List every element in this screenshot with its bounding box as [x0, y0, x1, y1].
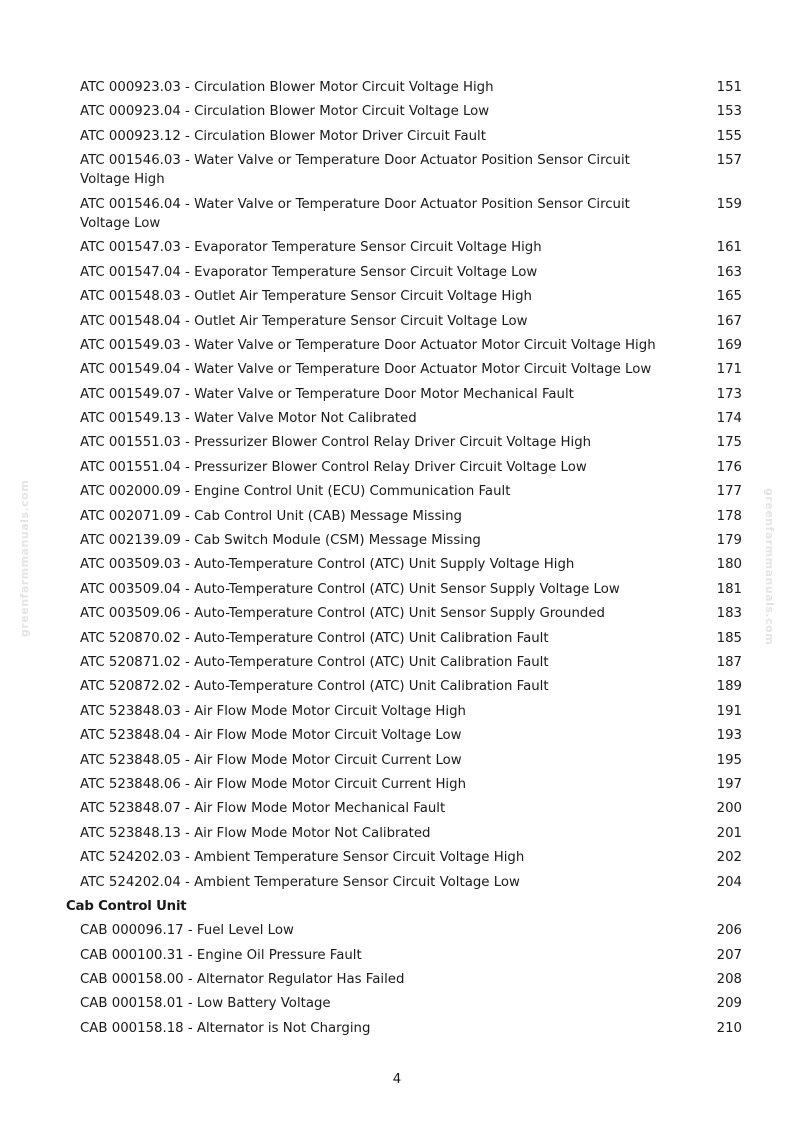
toc-entry-title: ATC 523848.04 - Air Flow Mode Motor Circuit Voltage Low — [80, 728, 462, 744]
toc-entry[interactable] — [66, 873, 742, 892]
toc-entry-title: ATC 001549.13 - Water Valve Motor Not Calibrated — [80, 411, 417, 427]
toc-entry[interactable] — [66, 360, 742, 379]
toc-entry[interactable] — [66, 604, 742, 623]
toc-entry-title: ATC 520870.02 - Auto-Temperature Control (ATC) Unit Calibration Fault — [80, 630, 549, 646]
toc-entry[interactable] — [66, 946, 742, 965]
toc-entry-title: ATC 001549.04 - Water Valve or Temperature Door Actuator Motor Circuit Voltage Low — [80, 362, 652, 378]
table-of-contents — [66, 78, 742, 1043]
toc-entry-title: ATC 001547.03 - Evaporator Temperature Sensor Circuit Voltage High — [80, 240, 542, 256]
toc-entry[interactable] — [66, 726, 742, 745]
toc-entry[interactable] — [66, 385, 742, 404]
toc-entry-page: 180 — [716, 557, 742, 573]
toc-entry-page: 202 — [716, 850, 742, 866]
toc-entry[interactable] — [66, 433, 742, 452]
toc-entry-title: ATC 001548.03 - Outlet Air Temperature Sensor Circuit Voltage High — [80, 289, 532, 305]
toc-entry[interactable] — [66, 336, 742, 355]
toc-entry-title: ATC 523848.05 - Air Flow Mode Motor Circuit Current Low — [80, 752, 462, 768]
toc-entry-title: CAB 000158.18 - Alternator is Not Charging — [80, 1020, 371, 1036]
toc-entry-title: ATC 520871.02 - Auto-Temperature Control (ATC) Unit Calibration Fault — [80, 655, 549, 670]
toc-entry-page: 179 — [716, 533, 742, 549]
toc-entry-page: 208 — [716, 972, 742, 988]
toc-entry[interactable] — [66, 653, 742, 672]
toc-entry-title: ATC 520872.02 - Auto-Temperature Control (ATC) Unit Calibration Fault — [80, 679, 549, 695]
toc-entry[interactable] — [66, 458, 742, 477]
toc-entry-page: 183 — [716, 606, 742, 622]
toc-entry-page: 176 — [716, 459, 742, 475]
toc-entry-page: 177 — [716, 484, 742, 500]
toc-entry[interactable] — [66, 238, 742, 257]
toc-entry-title: ATC 000923.03 - Circulation Blower Motor Circuit Voltage High — [80, 80, 494, 95]
toc-entry-title: ATC 003509.03 - Auto-Temperature Control (ATC) Unit Supply Voltage High — [80, 557, 575, 573]
toc-entry[interactable] — [66, 409, 742, 428]
toc-entry-title: ATC 523848.13 - Air Flow Mode Motor Not Calibrated — [80, 825, 431, 841]
toc-entry-page: 157 — [716, 153, 742, 169]
toc-entry-page: 175 — [716, 435, 742, 451]
toc-entry[interactable] — [66, 263, 742, 282]
toc-entry-page: 200 — [716, 801, 742, 817]
toc-entry-page: 161 — [716, 240, 742, 256]
toc-entry-page: 189 — [716, 679, 742, 695]
watermark-left: greenfarmmanuals.com — [18, 479, 31, 637]
toc-entry-title: ATC 523848.06 - Air Flow Mode Motor Circuit Current High — [80, 776, 466, 792]
toc-entry-title: ATC 002139.09 - Cab Switch Module (CSM) Message Missing — [80, 533, 481, 549]
toc-entry[interactable] — [66, 531, 742, 550]
toc-entry[interactable] — [66, 677, 742, 696]
toc-entry[interactable] — [66, 994, 742, 1013]
toc-entry-page: 153 — [716, 104, 742, 120]
toc-entry-title: ATC 000923.04 - Circulation Blower Motor Circuit Voltage Low — [80, 104, 490, 120]
toc-entry-title: ATC 001546.04 - Water Valve or Temperature Door Actuator Position Sensor Circuit Voltage Low — [80, 196, 630, 231]
toc-entry-title: ATC 001551.04 - Pressurizer Blower Control Relay Driver Circuit Voltage Low — [80, 459, 587, 475]
toc-entry-title: ATC 524202.03 - Ambient Temperature Sensor Circuit Voltage High — [80, 850, 525, 866]
toc-entry-page: 209 — [716, 996, 742, 1012]
toc-entry-page: 185 — [716, 630, 742, 646]
toc-entry-page: 169 — [716, 337, 742, 353]
toc-entry-page: 201 — [716, 825, 742, 841]
toc-entry-title: ATC 001546.03 - Water Valve or Temperature Door Actuator Position Sensor Circuit Voltage High — [80, 153, 630, 188]
toc-entry[interactable] — [66, 507, 742, 526]
toc-entry-title: ATC 002071.09 - Cab Control Unit (CAB) Message Missing — [80, 508, 462, 524]
toc-entry-page: 171 — [716, 362, 742, 378]
toc-entry-page: 167 — [716, 313, 742, 329]
toc-entry-title: ATC 524202.04 - Ambient Temperature Sensor Circuit Voltage Low — [80, 874, 520, 890]
toc-entry[interactable] — [66, 78, 742, 97]
toc-entry[interactable] — [66, 702, 742, 721]
toc-entry[interactable] — [66, 629, 742, 648]
toc-entry-title: ATC 001548.04 - Outlet Air Temperature Sensor Circuit Voltage Low — [80, 313, 528, 329]
toc-entry-page: 197 — [716, 776, 742, 792]
toc-entry-page: 195 — [716, 752, 742, 768]
toc-entry-page: 191 — [716, 703, 742, 719]
toc-entry[interactable] — [66, 580, 742, 599]
toc-entry[interactable] — [66, 751, 742, 770]
toc-entry[interactable] — [66, 775, 742, 794]
page-number: 4 — [392, 1072, 402, 1087]
toc-entry-title: ATC 003509.04 - Auto-Temperature Control (ATC) Unit Sensor Supply Voltage Low — [80, 581, 620, 597]
toc-entry-title: CAB 000158.00 - Alternator Regulator Has Failed — [80, 972, 405, 988]
toc-entry-page: 204 — [716, 874, 742, 890]
toc-entry[interactable] — [66, 195, 742, 233]
toc-entry-title: ATC 523848.03 - Air Flow Mode Motor Circuit Voltage High — [80, 703, 466, 719]
toc-entry-title: CAB 000096.17 - Fuel Level Low — [80, 923, 294, 939]
toc-entry[interactable] — [66, 151, 742, 189]
toc-entry[interactable] — [66, 799, 742, 818]
toc-entry-title: ATC 523848.07 - Air Flow Mode Motor Mechanical Fault — [80, 801, 446, 817]
toc-entry-page: 178 — [716, 508, 742, 524]
toc-entry[interactable] — [66, 312, 742, 331]
toc-entry-page: 173 — [716, 386, 742, 402]
toc-entry[interactable] — [66, 1019, 742, 1038]
toc-entry-page: 159 — [716, 196, 742, 212]
toc-entry-page: 207 — [716, 947, 742, 963]
toc-entry[interactable] — [66, 970, 742, 989]
watermark-right: greenfarmmanuals.com — [763, 488, 776, 646]
toc-entry-title: CAB 000158.01 - Low Battery Voltage — [80, 996, 331, 1012]
toc-entry-page: 210 — [716, 1020, 742, 1036]
toc-entry[interactable] — [66, 127, 742, 146]
toc-entry-title: ATC 001549.03 - Water Valve or Temperature Door Actuator Motor Circuit Voltage High — [80, 337, 656, 353]
toc-entry-page: 163 — [716, 264, 742, 280]
toc-entry-title: ATC 003509.06 - Auto-Temperature Control (ATC) Unit Sensor Supply Grounded — [80, 606, 605, 622]
toc-entry-page: 187 — [716, 655, 742, 670]
toc-entry-page: 181 — [716, 581, 742, 597]
toc-entry-title: ATC 001551.03 - Pressurizer Blower Control Relay Driver Circuit Voltage High — [80, 435, 592, 451]
toc-entry[interactable] — [66, 482, 742, 501]
toc-entry-title: ATC 000923.12 - Circulation Blower Motor Driver Circuit Fault — [80, 128, 486, 144]
toc-entry[interactable] — [66, 921, 742, 940]
toc-entry-title: ATC 001547.04 - Evaporator Temperature Sensor Circuit Voltage Low — [80, 264, 538, 280]
section-heading: Cab Control Unit — [66, 898, 187, 914]
toc-entries — [66, 78, 742, 892]
toc-entry-page: 174 — [716, 411, 742, 427]
toc-entry-title: ATC 001549.07 - Water Valve or Temperature Door Motor Mechanical Fault — [80, 386, 574, 402]
toc-entry[interactable] — [66, 102, 742, 121]
toc-entry[interactable] — [66, 824, 742, 843]
toc-entry-title: ATC 002000.09 - Engine Control Unit (ECU) Communication Fault — [80, 484, 511, 500]
toc-entry-page: 206 — [716, 923, 742, 939]
toc-section-entries — [66, 921, 742, 1038]
toc-entry-page: 193 — [716, 728, 742, 744]
toc-entry-page: 151 — [716, 80, 742, 95]
toc-entry[interactable] — [66, 287, 742, 306]
toc-entry-page: 165 — [716, 289, 742, 305]
toc-entry[interactable] — [66, 555, 742, 574]
toc-entry-title: CAB 000100.31 - Engine Oil Pressure Fault — [80, 947, 362, 963]
toc-entry-page: 155 — [716, 128, 742, 144]
toc-entry[interactable] — [66, 848, 742, 867]
